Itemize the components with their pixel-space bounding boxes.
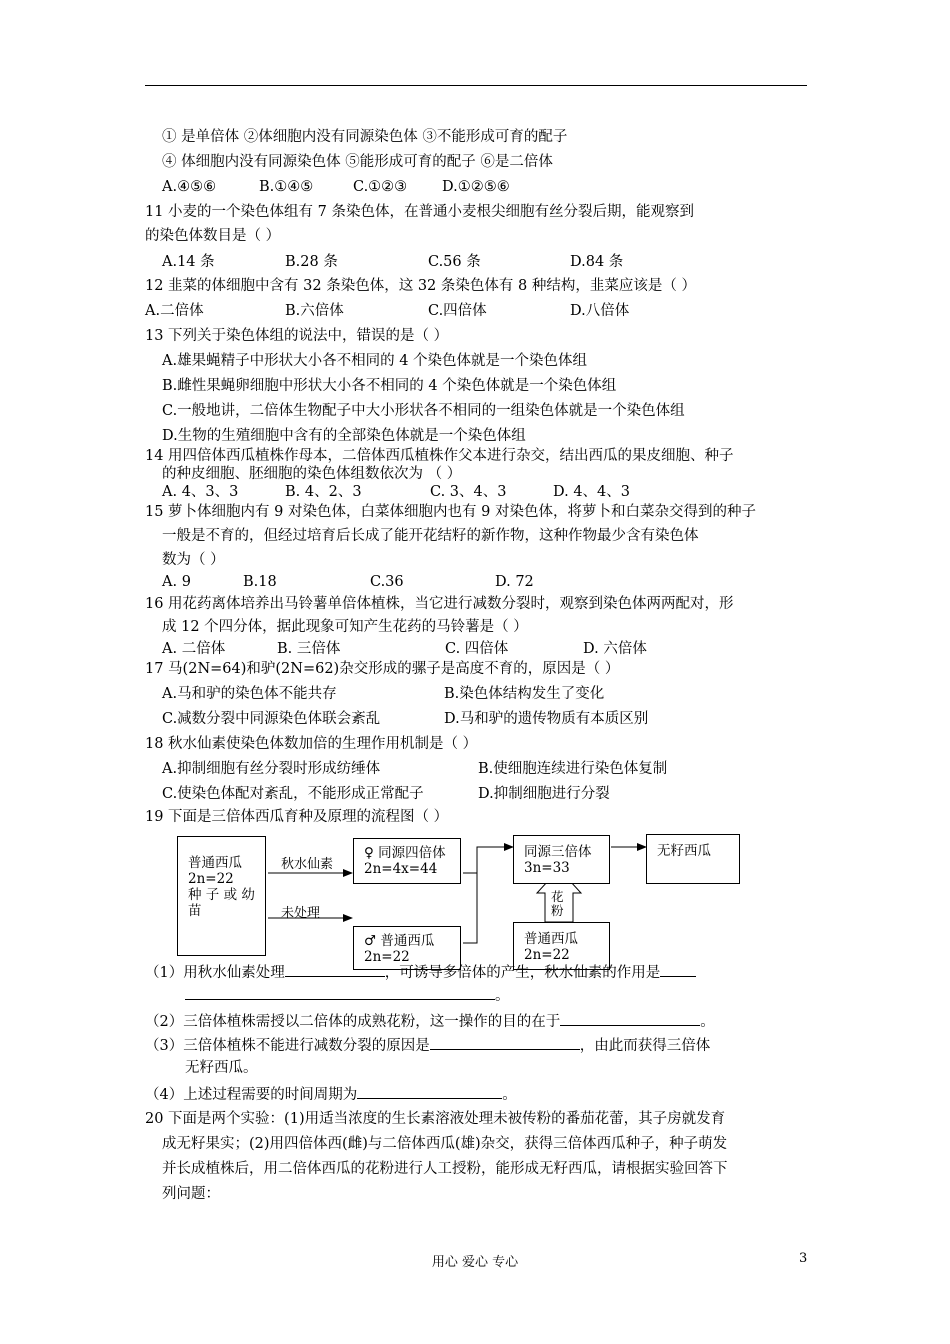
q12-option-c: C.四倍体 [428,303,487,319]
q14-option-c: C. 3、4、3 [430,484,507,500]
flow-box-normal-watermelon-seed [177,836,266,956]
q14-option-a: A. 4、3、3 [162,484,239,500]
q19-sub3-prefix: （3）三倍体植株不能进行减数分裂的原因是 [145,1038,430,1054]
q15-line3: 数为（ ） [162,552,225,568]
q19-sub2-end: 。 [700,1014,715,1030]
q16-option-d: D. 六倍体 [583,641,647,657]
arrow-label-colchicine: 秋水仙素 [281,857,334,872]
answer-blank-1c[interactable] [185,985,495,1000]
q19-sub2 [145,1011,715,1031]
q19-sub4-prefix: （4）上述过程需要的时间周期为 [145,1087,358,1103]
q12-line1: 12 韭菜的体细胞中含有 32 条染色体，这 32 条染色体有 8 种结构，韭菜应该是（ ） [145,278,696,294]
q19-sub1-prefix: （1）用秋水仙素处理 [145,965,285,981]
q10-option-c: C.①②③ [353,179,408,195]
q20-line1: 20 下面是两个实验：(1)用适当浓度的生长素溶液处理未被传粉的番茄花蕾，其子房就发育 [145,1111,726,1127]
q13-option-c: C.一般地讲，二倍体生物配子中大小形状各不相同的一组染色体就是一个染色体组 [162,403,685,419]
flow-box-tetraploid [353,838,461,884]
q11-line1: 11 小麦的一个染色体组有 7 条染色体，在普通小麦根尖细胞有丝分裂后期，能观察到 [145,204,695,220]
q13-line1: 13 下列关于染色体组的说法中，错误的是（ ） [145,328,449,344]
q14-option-d: D. 4、4、3 [553,484,631,500]
q16-option-a: A. 二倍体 [162,641,226,657]
q18-option-d: D.抑制细胞进行分裂 [478,786,610,802]
box1-line4: 苗 [188,903,202,919]
pollen-char-2: 粉 [551,903,564,918]
q12-option-b: B.六倍体 [285,303,344,319]
q19-sub1-line2 [185,985,510,1005]
q11-line2: 的染色体数目是（ ） [145,228,281,244]
connector-to-triploid [463,847,513,943]
box3-line2: 2n=22 [364,949,410,965]
answer-blank-4[interactable] [357,1084,502,1099]
q19-sub2-prefix: （2）三倍体植株需授以二倍体的成熟花粉，这一操作的目的在于 [145,1014,561,1030]
q14-line2: 的种皮细胞、胚细胞的染色体组数依次为 （ ） [162,466,462,482]
q16-line1: 16 用花药离体培养出马铃薯单倍体植株，当它进行减数分裂时，观察到染色体两两配对，形 [145,596,734,612]
box2-line2: 2n=4x=44 [364,861,438,877]
q20-line4: 列问题： [162,1186,220,1202]
q15-line2: 一般是不育的，但经过培育后长成了能开花结籽的新作物，这种作物最少含有染色体 [162,528,699,544]
q16-option-b: B. 三倍体 [277,641,341,657]
flow-box-seedless [646,834,740,884]
q12-option-d: D.八倍体 [570,303,630,319]
flow-box-triploid [513,835,610,884]
q15-option-c: C.36 [370,574,404,590]
q18-option-a: A.抑制细胞有丝分裂时形成纺缍体 [162,761,381,777]
q10-option-d: D.①②⑤⑥ [442,179,510,195]
q11-option-c: C.56 条 [428,254,481,270]
q14-line1: 14 用四倍体西瓜植株作母本，二倍体西瓜植株作父本进行杂交，结出西瓜的果皮细胞、种子 [145,448,734,464]
q14-option-b: B. 4、2、3 [285,484,362,500]
q20-line3: 并长成植株后，用二倍体西瓜的花粉进行人工授粉，能形成无籽西瓜，请根据实验回答下 [162,1161,728,1177]
box6-line1: 普通西瓜 [524,931,578,947]
q13-option-d: D.生物的生殖细胞中含有的全部染色体就是一个染色体组 [162,428,526,444]
answer-blank-1b[interactable] [660,962,696,977]
q16-line2: 成 12 个四分体，据此现象可知产生花药的马铃薯是（ ） [162,619,528,635]
q18-line1: 18 秋水仙素使染色体数加倍的生理作用机制是（ ） [145,736,478,752]
q11-option-b: B.28 条 [285,254,338,270]
q10-line1: ① 是单倍体 ②体细胞内没有同源染色体 ③不能形成可育的配子 [162,129,568,145]
q19-sub1-middle: ，可诱导多倍体的产生，秋水仙素的作用是 [384,965,661,981]
answer-blank-2[interactable] [560,1011,700,1026]
q20-line2: 成无籽果实；(2)用四倍体西(雌)与二倍体西瓜(雄)杂交，获得三倍体西瓜种子，种子萌发 [162,1136,728,1152]
box4-line2: 3n=33 [524,860,570,876]
pollen-char-1: 花 [551,889,564,904]
q19-sub3-line1 [145,1035,710,1055]
q19-line1: 19 下面是三倍体西瓜育种及原理的流程图（ ） [145,809,449,825]
q17-option-d: D.马和驴的遗传物质有本质区别 [444,711,649,727]
q16-option-c: C. 四倍体 [445,641,509,657]
q13-option-a: A.雄果蝇精子中形状大小各不相同的 4 个染色体就是一个染色体组 [162,353,588,369]
arrow-label-untreated: 未处理 [281,906,321,921]
q11-option-d: D.84 条 [570,254,624,270]
box6-line2: 2n=22 [524,947,570,963]
q19-sub4-end: 。 [502,1087,517,1103]
q10-option-a: A.④⑤⑥ [162,179,217,195]
q19-sub1-line1 [145,962,696,982]
page-footer: 用心 爱心 专心 [431,1255,519,1270]
answer-blank-3[interactable] [430,1035,580,1050]
q15-option-a: A. 9 [162,574,191,590]
q19-sub1-end: 。 [495,988,510,1004]
box1-line3: 种 子 或 幼 [188,887,255,903]
q17-option-b: B.染色体结构发生了变化 [444,686,605,702]
q19-sub4 [145,1084,517,1104]
page-number: 3 [799,1251,808,1266]
q17-line1: 17 马(2N=64)和驴(2N=62)杂交形成的骡子是高度不育的，原因是（ ） [145,661,620,677]
q15-option-d: D. 72 [495,574,534,590]
q10-option-b: B.①④⑤ [259,179,314,195]
q15-line1: 15 萝卜体细胞内有 9 对染色体，白菜体细胞内也有 9 对染色体，将萝卜和白菜杂交得到的种子 [145,504,756,520]
q11-option-a: A.14 条 [162,254,215,270]
q12-option-a: A.二倍体 [145,303,204,319]
box1-line2: 2n=22 [188,871,234,887]
q18-option-b: B.使细胞连续进行染色体复制 [478,761,668,777]
q19-sub3-middle: ，由此而获得三倍体 [579,1038,711,1054]
box2-line1: ♀ 同源四倍体 [364,845,446,861]
q17-option-a: A.马和驴的染色体不能共存 [162,686,337,702]
q18-option-c: C.使染色体配对紊乱，不能形成正常配子 [162,786,424,802]
box4-line1: 同源三倍体 [524,844,592,860]
box5-line1: 无籽西瓜 [657,843,711,859]
box1-line1: 普通西瓜 [188,855,242,871]
q10-line2: ④ 体细胞内没有同源染色体 ⑤能形成可育的配子 ⑥是二倍体 [162,154,553,170]
pollen-label [551,890,564,918]
answer-blank-1a[interactable] [285,962,385,977]
q13-option-b: B.雌性果蝇卵细胞中形状大小各不相同的 4 个染色体就是一个染色体组 [162,378,617,394]
q19-sub3-line2: 无籽西瓜。 [185,1060,258,1076]
box3-line1: ♂ 普通西瓜 [364,933,435,949]
q17-option-c: C.减数分裂中同源染色体联会紊乱 [162,711,381,727]
q15-option-b: B.18 [243,574,277,590]
